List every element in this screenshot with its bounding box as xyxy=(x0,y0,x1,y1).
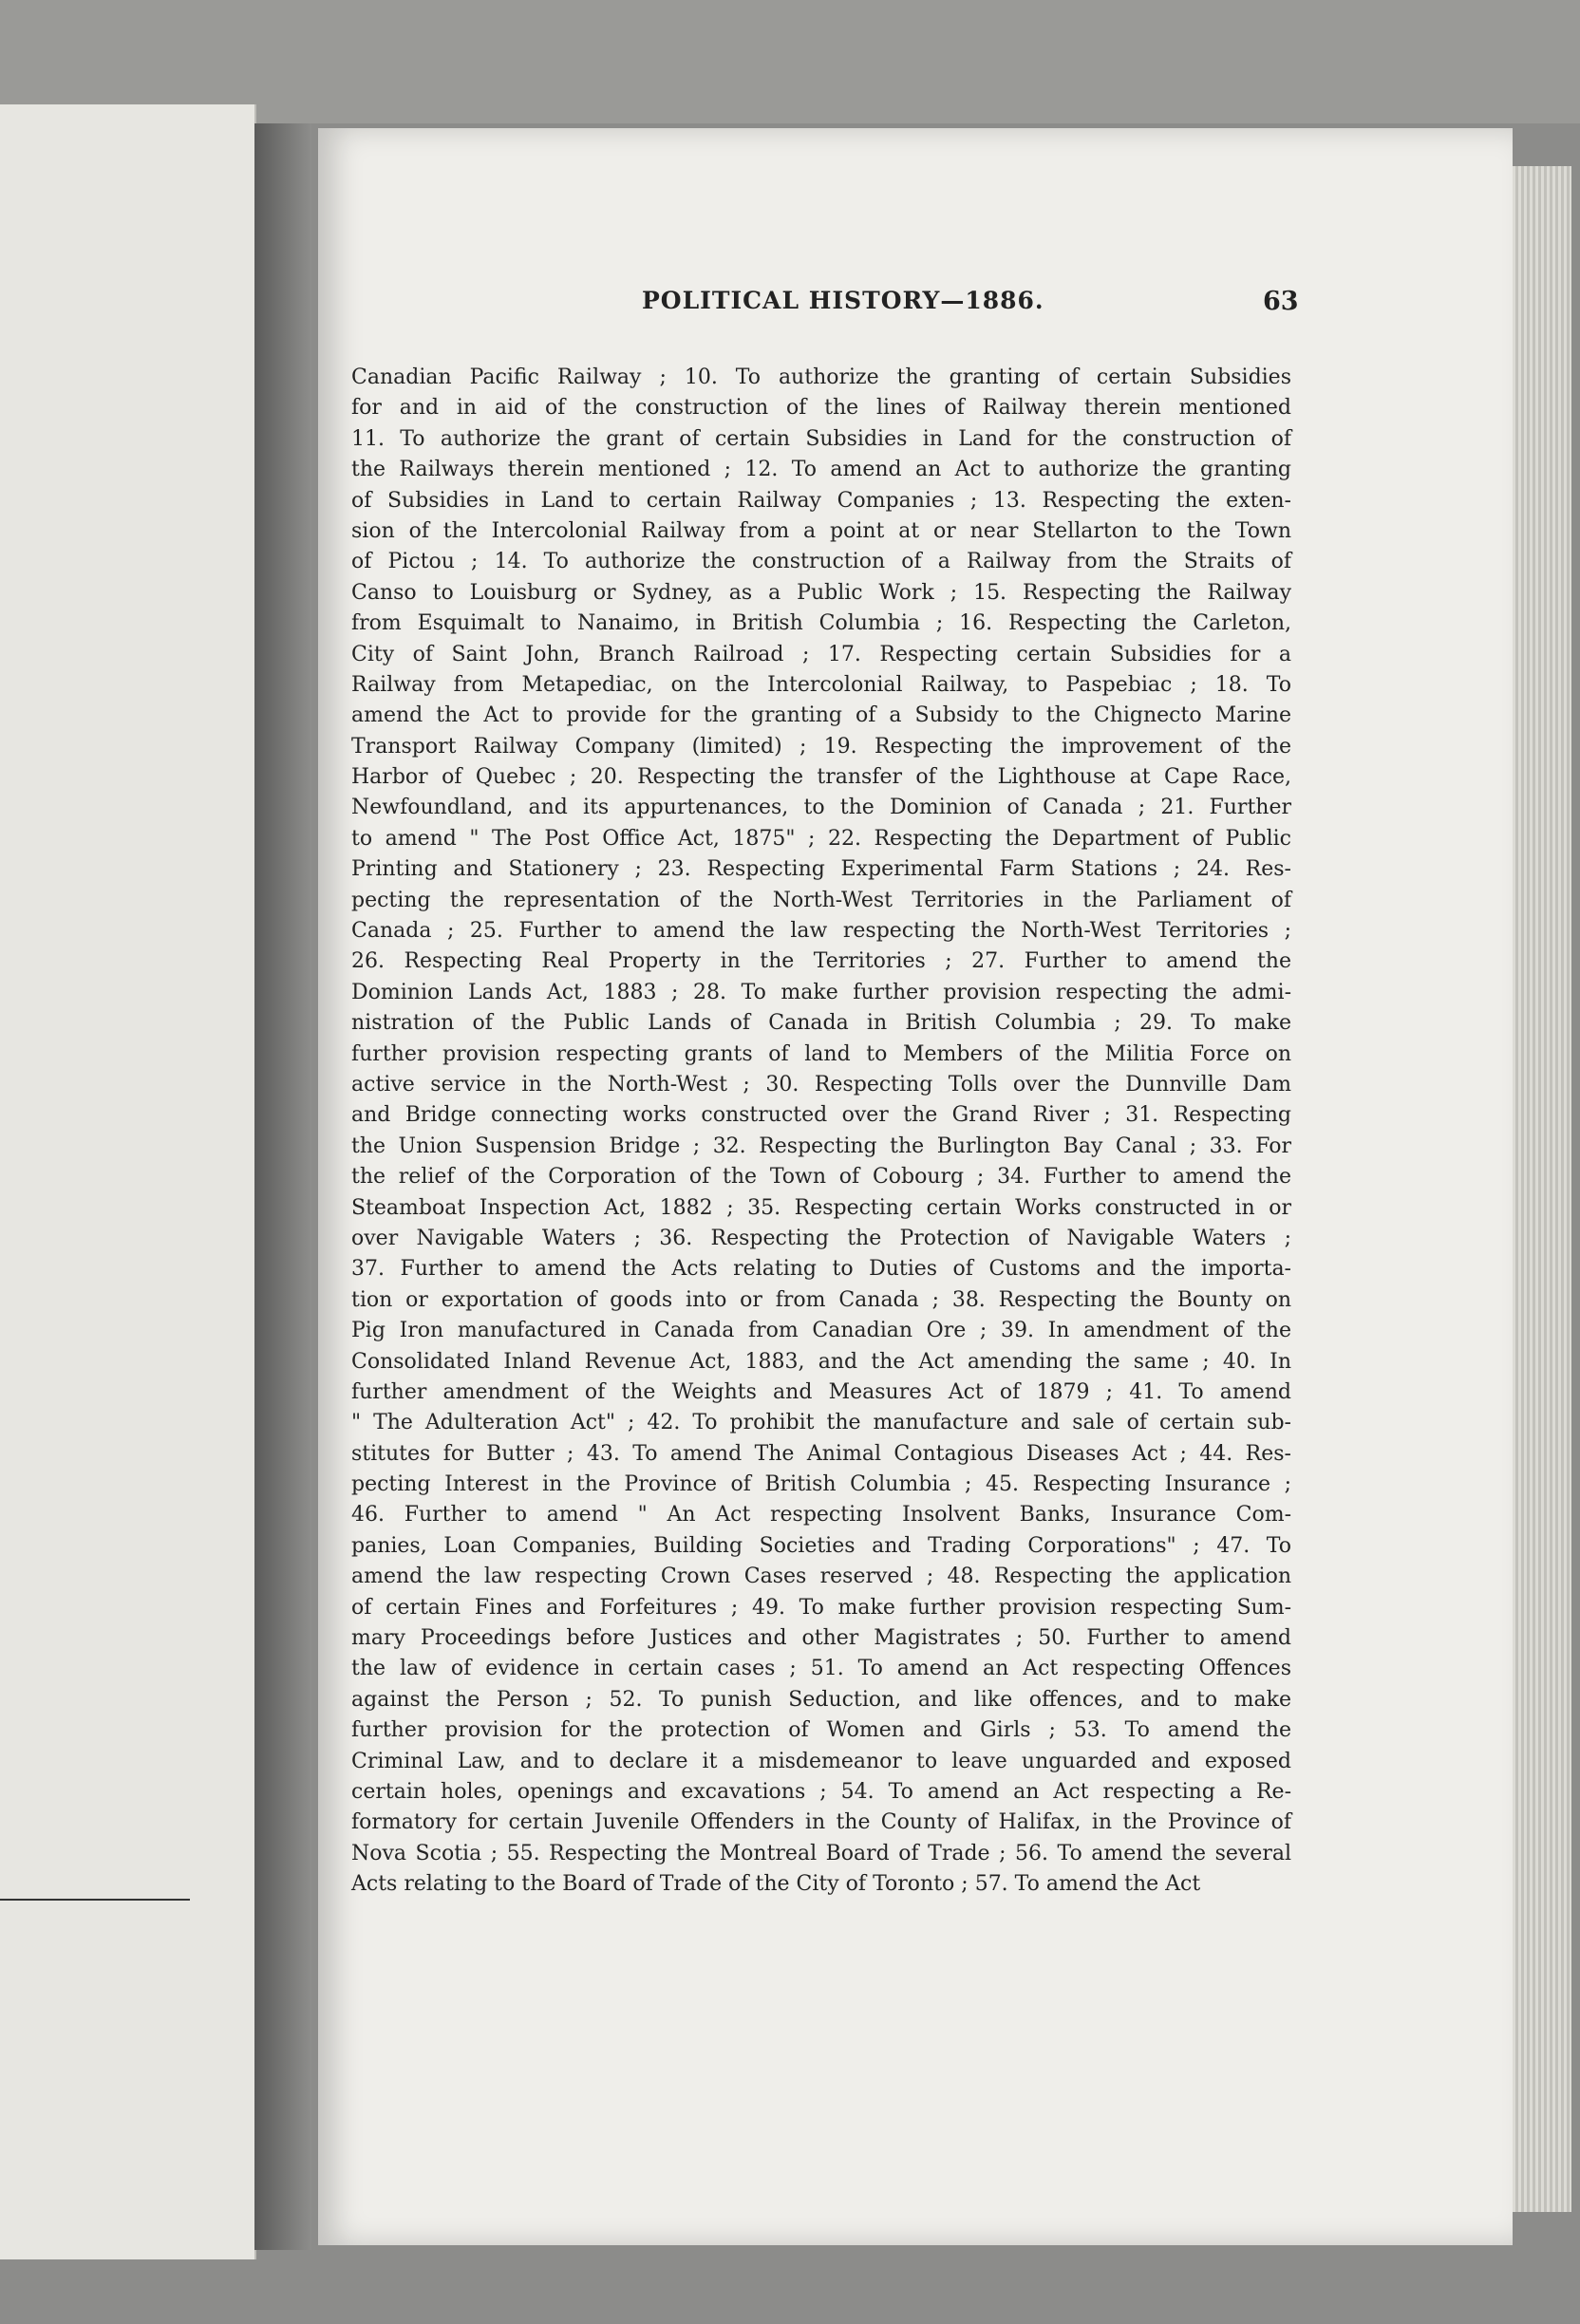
body-line: formatory for certain Juvenile Offenders in the County of Halifax, in the Province of xyxy=(351,1810,1291,1835)
body-line: Canada ; 25. Further to amend the law respecting the North-West Territories ; xyxy=(351,919,1291,944)
body-line: Canso to Louisburg or Sydney, as a Public Work ; 15. Respecting the Railway xyxy=(351,580,1291,605)
body-line: stitutes for Butter ; 43. To amend The Animal Contagious Diseases Act ; 44. Res- xyxy=(351,1441,1291,1466)
body-line: over Navigable Waters ; 36. Respecting the Protection of Navigable Waters ; xyxy=(351,1226,1291,1250)
body-line: against the Person ; 52. To punish Seduction, and like offences, and to make xyxy=(351,1687,1291,1712)
body-text xyxy=(351,363,1291,1901)
running-header: POLITICAL HISTORY—1886. xyxy=(642,287,1044,314)
body-line: further provision for the protection of Women and Girls ; 53. To amend the xyxy=(351,1718,1291,1743)
body-line: 26. Respecting Real Property in the Territories ; 27. Further to amend the xyxy=(351,949,1291,974)
body-line: to amend " The Post Office Act, 1875" ; 22. Respecting the Department of Public xyxy=(351,826,1291,851)
book-gutter xyxy=(254,123,311,2250)
body-line: and Bridge connecting works constructed over the Grand River ; 31. Respecting xyxy=(351,1103,1291,1128)
left-page xyxy=(0,104,256,2259)
body-line: the relief of the Corporation of the Town of Cobourg ; 34. Further to amend the xyxy=(351,1165,1291,1190)
body-line: nistration of the Public Lands of Canada in British Columbia ; 29. To make xyxy=(351,1011,1291,1036)
body-line: City of Saint John, Branch Railroad ; 17. Respecting certain Subsidies for a xyxy=(351,642,1291,666)
body-line: Consolidated Inland Revenue Act, 1883, and the Act amending the same ; 40. In xyxy=(351,1349,1291,1374)
body-line: the law of evidence in certain cases ; 51. To amend an Act respecting Offences xyxy=(351,1657,1291,1681)
body-line: certain holes, openings and excavations ; 54. To amend an Act respecting a Re- xyxy=(351,1779,1291,1804)
body-line: further provision respecting grants of land to Members of the Militia Force on xyxy=(351,1041,1291,1066)
body-line: Transport Railway Company (limited) ; 19. Respecting the improvement of the xyxy=(351,734,1291,759)
body-line: panies, Loan Companies, Building Societies and Trading Corporations" ; 47. To xyxy=(351,1533,1291,1558)
body-line: Nova Scotia ; 55. Respecting the Montreal Board of Trade ; 56. To amend the several xyxy=(351,1841,1291,1865)
body-line: Canadian Pacific Railway ; 10. To authorize the granting of certain Subsidies xyxy=(351,365,1291,389)
body-line: 37. Further to amend the Acts relating to Duties of Customs and the importa- xyxy=(351,1257,1291,1282)
body-line: of certain Fines and Forfeitures ; 49. To make further provision respecting Sum- xyxy=(351,1595,1291,1620)
body-line: Acts relating to the Board of Trade of the City of Toronto ; 57. To amend the Act xyxy=(351,1872,1201,1897)
body-line: tion or exportation of goods into or from Canada ; 38. Respecting the Bounty on xyxy=(351,1287,1291,1312)
body-line: pecting Interest in the Province of British Columbia ; 45. Respecting Insurance ; xyxy=(351,1472,1291,1497)
body-line: of Subsidies in Land to certain Railway Companies ; 13. Respecting the exten- xyxy=(351,488,1291,513)
page-number: 63 xyxy=(1263,287,1299,316)
body-line: " The Adulteration Act" ; 42. To prohibit the manufacture and sale of certain sub- xyxy=(351,1411,1291,1435)
body-line: Dominion Lands Act, 1883 ; 28. To make further provision respecting the admi- xyxy=(351,980,1291,1004)
footnote-rule xyxy=(0,1899,190,1901)
body-line: from Esquimalt to Nanaimo, in British Columbia ; 16. Respecting the Carleton, xyxy=(351,611,1291,636)
page-edges xyxy=(1513,166,1571,2212)
body-line: Newfoundland, and its appurtenances, to the Dominion of Canada ; 21. Further xyxy=(351,796,1291,820)
body-line: for and in aid of the construction of the lines of Railway therein mentioned xyxy=(351,396,1291,421)
body-line: amend the Act to provide for the granting of a Subsidy to the Chignecto Marine xyxy=(351,703,1291,728)
body-line: further amendment of the Weights and Measures Act of 1879 ; 41. To amend xyxy=(351,1379,1291,1404)
body-line: 46. Further to amend " An Act respecting Insolvent Banks, Insurance Com- xyxy=(351,1503,1291,1527)
body-line: sion of the Intercolonial Railway from a point at or near Stellarton to the Town xyxy=(351,518,1291,543)
body-line: active service in the North-West ; 30. Respecting Tolls over the Dunnville Dam xyxy=(351,1072,1291,1096)
body-line: Printing and Stationery ; 23. Respecting Experimental Farm Stations ; 24. Res- xyxy=(351,857,1291,882)
body-line: Railway from Metapediac, on the Intercolonial Railway, to Paspebiac ; 18. To xyxy=(351,672,1291,697)
body-line: the Union Suspension Bridge ; 32. Respecting the Burlington Bay Canal ; 33. For xyxy=(351,1134,1291,1158)
body-line: Pig Iron manufactured in Canada from Canadian Ore ; 39. In amendment of the xyxy=(351,1319,1291,1343)
body-line: of Pictou ; 14. To authorize the construction of a Railway from the Straits of xyxy=(351,550,1291,574)
body-line: 11. To authorize the grant of certain Subsidies in Land for the construction of xyxy=(351,426,1291,451)
body-line: mary Proceedings before Justices and other Magistrates ; 50. Further to amend xyxy=(351,1626,1291,1651)
body-line: Steamboat Inspection Act, 1882 ; 35. Respecting certain Works constructed in or xyxy=(351,1195,1291,1220)
body-line: pecting the representation of the North-West Territories in the Parliament of xyxy=(351,888,1291,912)
body-line: amend the law respecting Crown Cases reserved ; 48. Respecting the application xyxy=(351,1565,1291,1589)
body-line: Harbor of Quebec ; 20. Respecting the transfer of the Lighthouse at Cape Race, xyxy=(351,765,1291,790)
body-line: Criminal Law, and to declare it a misdemeanor to leave unguarded and exposed xyxy=(351,1749,1291,1773)
body-line: the Railways therein mentioned ; 12. To amend an Act to authorize the granting xyxy=(351,458,1291,482)
